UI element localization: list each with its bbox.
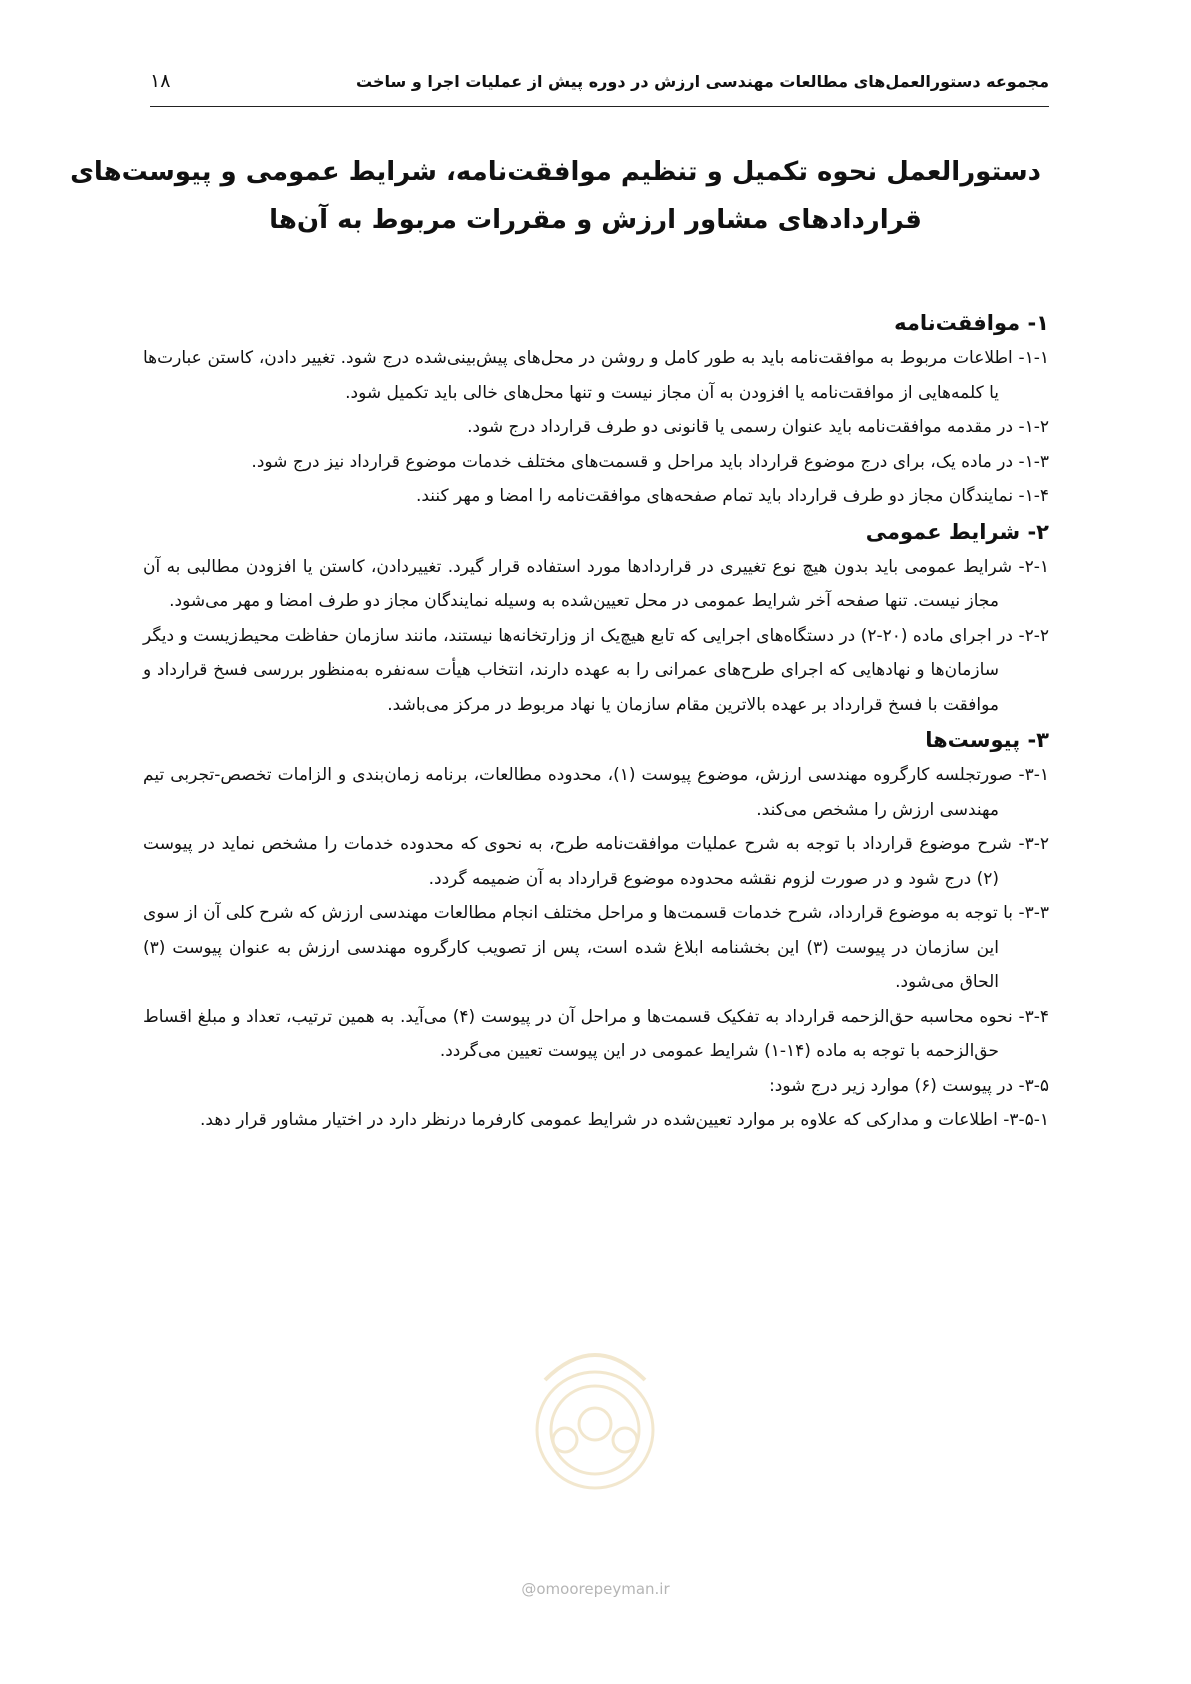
clause-3-4: ۳-۴- نحوه محاسبه حق‌الزحمه قرارداد به تفکیک قسمت‌ها و مراحل آن در پیوست (۴) می‌آید. به همین ترتیب، تعداد و مبلغ اقساط حق‌الزحمه با توجه به ماده (۱۴-۱) شرایط عمومی در این پیوست تعیین می‌گردد. <box>143 1006 1050 1061</box>
clause-2-2: ۲-۲- در اجرای ماده (۲۰-۲) در دستگاه‌های اجرایی که تابع هیچ‌یک از وزارتخانه‌ها نیستند، مانند سازمان حفاظت محیط‌زیست و دیگر سازمان‌ها و نهادهایی که اجرای طرح‌های عمرانی را به عهده دارند، انتخاب هیأت سه‌نفره به‌منظور بررسی فسخ قرارداد و موافقت با فسخ قرارداد بر عهده بالاترین مقام سازمان یا نهاد مربوط در مرکز می‌باشد. <box>143 625 1049 715</box>
watermark-seal-icon <box>505 1320 685 1500</box>
clause-3-5: ۳-۵- در پیوست (۶) موارد زیر درج شود: <box>769 1075 1049 1096</box>
clause-3-3: ۳-۳- با توجه به موضوع قرارداد، شرح خدمات قسمت‌ها و مراحل مختلف انجام مطالعات مهندسی ارزش که شرح کلی آن از سوی این سازمان در پیوست (۳) این بخشنامه ابلاغ شده است، پس از تصویب کارگروه مهندسی ارزش به عنوان پیوست (۳) الحاق می‌شود. <box>143 903 1049 992</box>
section-heading-appendices: ۳- پیوست‌ها <box>925 728 1049 752</box>
running-header <box>150 66 1049 107</box>
document-title <box>70 148 1041 244</box>
clause-2-1: ۲-۱- شرایط عمومی باید بدون هیچ نوع تغییری در قراردادها مورد استفاده قرار گیرد. تغییردادن، کاستن یا افزودن مطالبی به آن مجاز نیست. تنها صفحه آخر شرایط عمومی در محل تعیین‌شده به وسیله نمایندگان مجاز دو طرف امضا و مهر می‌شود. <box>143 556 1049 611</box>
title-line-2: قراردادهای مشاور ارزش و مقررات مربوط به آن‌ها <box>269 205 922 235</box>
title-line-1: دستورالعمل نحوه تکمیل و تنظیم موافقت‌نامه، شرایط عمومی و پیوست‌های <box>70 157 1041 187</box>
clause-1-1: ۱-۱- اطلاعات مربوط به موافقت‌نامه باید به طور کامل و روشن در محل‌های پیش‌بینی‌شده درج شود. تغییر دادن، کاستن عبارت‌ها یا کلمه‌هایی از موافقت‌نامه یا افزودن به آن مجاز نیست و تنها محل‌های خالی باید تکمیل شود. <box>143 348 1049 403</box>
document-body <box>143 305 1049 1138</box>
watermark-website: @omoorepeyman.ir <box>521 1580 670 1598</box>
clause-3-5-1: ۳-۵-۱- اطلاعات و مدارکی که علاوه بر موارد تعیین‌شده در شرایط عمومی کارفرما درنظر دارد در اختیار مشاور قرار دهد. <box>200 1110 1049 1130</box>
clause-3-2: ۳-۲- شرح موضوع قرارداد با توجه به شرح عملیات موافقت‌نامه طرح، به نحوی که محدوده خدمات را مشخص نماید در پیوست (۲) درج شود و در صورت لزوم نقشه محدوده موضوع قرارداد به آن ضمیمه گردد. <box>143 834 1049 889</box>
clause-3-1: ۳-۱- صورتجلسه کارگروه مهندسی ارزش، موضوع پیوست (۱)، محدوده مطالعات، برنامه زمان‌بندی و الزامات تخصص-تجربی تیم مهندسی ارزش را مشخص می‌کند. <box>143 765 1049 820</box>
page-number: ۱۸ <box>150 70 171 92</box>
running-title: مجموعه دستورالعمل‌های مطالعات مهندسی ارزش در دوره پیش از عملیات اجرا و ساخت <box>356 72 1049 91</box>
section-heading-agreement: ۱- موافقت‌نامه <box>894 311 1049 335</box>
section-heading-general-conditions: ۲- شرایط عمومی <box>865 519 1049 544</box>
clause-1-3: ۱-۳- در ماده یک، برای درج موضوع قرارداد باید مراحل و قسمت‌های مختلف خدمات موضوع قرارداد نیز درج شود. <box>251 451 1049 472</box>
clause-1-2: ۱-۲- در مقدمه موافقت‌نامه باید عنوان رسمی یا قانونی دو طرف قرارداد درج شود. <box>467 417 1049 437</box>
clause-1-4: ۱-۴- نمایندگان مجاز دو طرف قرارداد باید تمام صفحه‌های موافقت‌نامه را امضا و مهر کنند. <box>415 486 1049 506</box>
